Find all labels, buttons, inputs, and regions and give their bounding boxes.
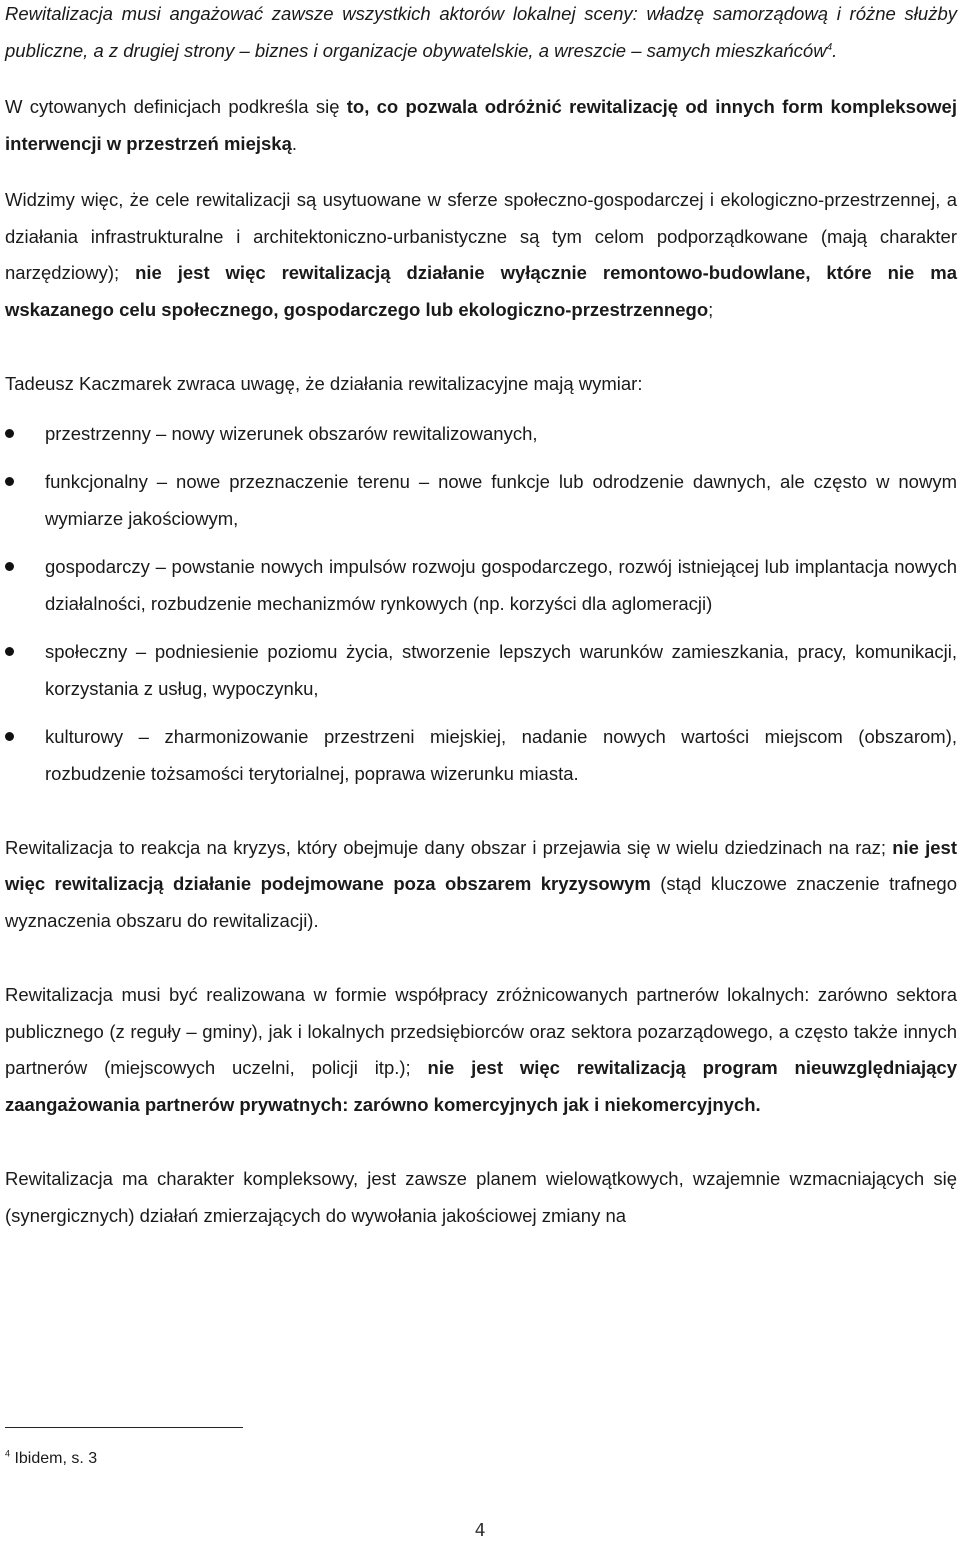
bullet-icon <box>5 647 14 656</box>
footnote <box>5 1447 97 1471</box>
paragraph-crisis <box>5 830 957 940</box>
paragraph-kaczmarek: Tadeusz Kaczmarek zwraca uwagę, że działania rewitalizacyjne mają wymiar: <box>5 373 643 394</box>
paragraph-bold-text: nie jest więc rewitalizacją działanie podejmowane poza obszarem kryzysowym <box>5 836 957 894</box>
paragraph-bold-text: nie jest więc rewitalizacją program nieuwzględniający zaangażowania partnerów prywatnych: zarówno komercyjnych jak i niekomercyjnych. <box>5 1057 957 1115</box>
list-item-text: kulturowy – zharmonizowanie przestrzeni miejskiej, nadanie nowych wartości miejscom (obszarom), rozbudzenie tożsamości terytorialnej, poprawa wizerunku miasta. <box>45 725 957 784</box>
list-item <box>5 463 957 537</box>
footnote-separator <box>5 1427 243 1428</box>
list-item <box>5 718 957 792</box>
bullet-icon <box>5 732 14 741</box>
paragraph-bold-text: nie jest więc rewitalizacją działanie wyłącznie remontowo-budowlane, które nie ma wskazanego celu społecznego, gospodarczego lub ekologiczno-przestrzennego <box>5 262 957 320</box>
paragraph-partnership <box>5 977 957 1123</box>
paragraph-complexity: Rewitalizacja ma charakter kompleksowy, jest zawsze planem wielowątkowych, wzajemnie wzmacniających się (synergicznych) działań zmierzających do wywołania jakościowej zmiany na <box>5 1168 957 1226</box>
paragraph-actors <box>5 0 957 69</box>
paragraph-end: ; <box>708 298 714 320</box>
list-item <box>5 548 957 622</box>
bullet-icon <box>5 477 14 486</box>
footnote-reference: 4 <box>826 41 833 53</box>
footnote-text: Ibidem, s. 3 <box>10 1450 98 1467</box>
paragraph-text: Rewitalizacja to reakcja na kryzys, który obejmuje dany obszar i przejawia się w wielu dziedzinach na raz; <box>5 836 893 858</box>
paragraph-end: . <box>832 39 838 61</box>
list-item-text: przestrzenny – nowy wizerunek obszarów rewitalizowanych, <box>45 422 538 444</box>
paragraph-text: Rewitalizacja musi angażować zawsze wszystkich aktorów lokalnej sceny: władzę samorządową i różne służby publiczne, a z drugiej strony – biznes i organizacje obywatelskie, a wreszcie – samych mieszkańców <box>5 3 957 61</box>
document-body <box>5 0 957 1234</box>
paragraph-text: W cytowanych definicjach podkreśla się <box>5 96 347 117</box>
list-item-text: funkcjonalny – nowe przeznaczenie terenu – nowe funkcje lub odrodzenie dawnych, ale często w nowym wymiarze jakościowym, <box>45 470 957 529</box>
list-item <box>5 633 957 707</box>
list-item-text: społeczny – podniesienie poziomu życia, stworzenie lepszych warunków zamieszkania, pracy, komunikacji, korzystania z usług, wypoczynku, <box>45 640 957 699</box>
paragraph-goals <box>5 182 957 328</box>
paragraph-text: Rewitalizacja musi być realizowana w formie współpracy zróżnicowanych partnerów lokalnych: zarówno sektora publicznego (z reguły – gminy), jak i lokalnych przedsiębiorców oraz sektora pozarządowego, a często także innych partnerów (miejscowych uczelni, policji itp.); <box>5 984 957 1078</box>
paragraph-text-after: (stąd kluczowe znaczenie trafnego wyznaczenia obszaru do rewitalizacji). <box>5 873 957 931</box>
page-number: 4 <box>474 1520 486 1541</box>
paragraph-end: . <box>291 132 297 154</box>
dimensions-list <box>5 415 957 792</box>
paragraph-definitions <box>5 89 957 162</box>
paragraph-bold-text: to, co pozwala odróżnić rewitalizację od innych form kompleksowej interwencji w przestrzeń miejską <box>5 96 957 154</box>
list-item <box>5 415 957 452</box>
paragraph-text: Widzimy więc, że cele rewitalizacji są usytuowane w sferze społeczno-gospodarczej i ekologiczno-przestrzennej, a działania infrastrukturalne i architektoniczno-urbanistyczne są tym celom podporządkowane (mają charakter narzędziowy); <box>5 189 957 283</box>
list-item-text: gospodarczy – powstanie nowych impulsów rozwoju gospodarczego, rozwój istniejącej lub implantacja nowych działalności, rozbudzenie mechanizmów rynkowych (np. korzyści dla aglomeracji) <box>45 555 957 614</box>
bullet-icon <box>5 429 14 438</box>
bullet-icon <box>5 562 14 571</box>
footnote-number: 4 <box>5 1448 11 1459</box>
